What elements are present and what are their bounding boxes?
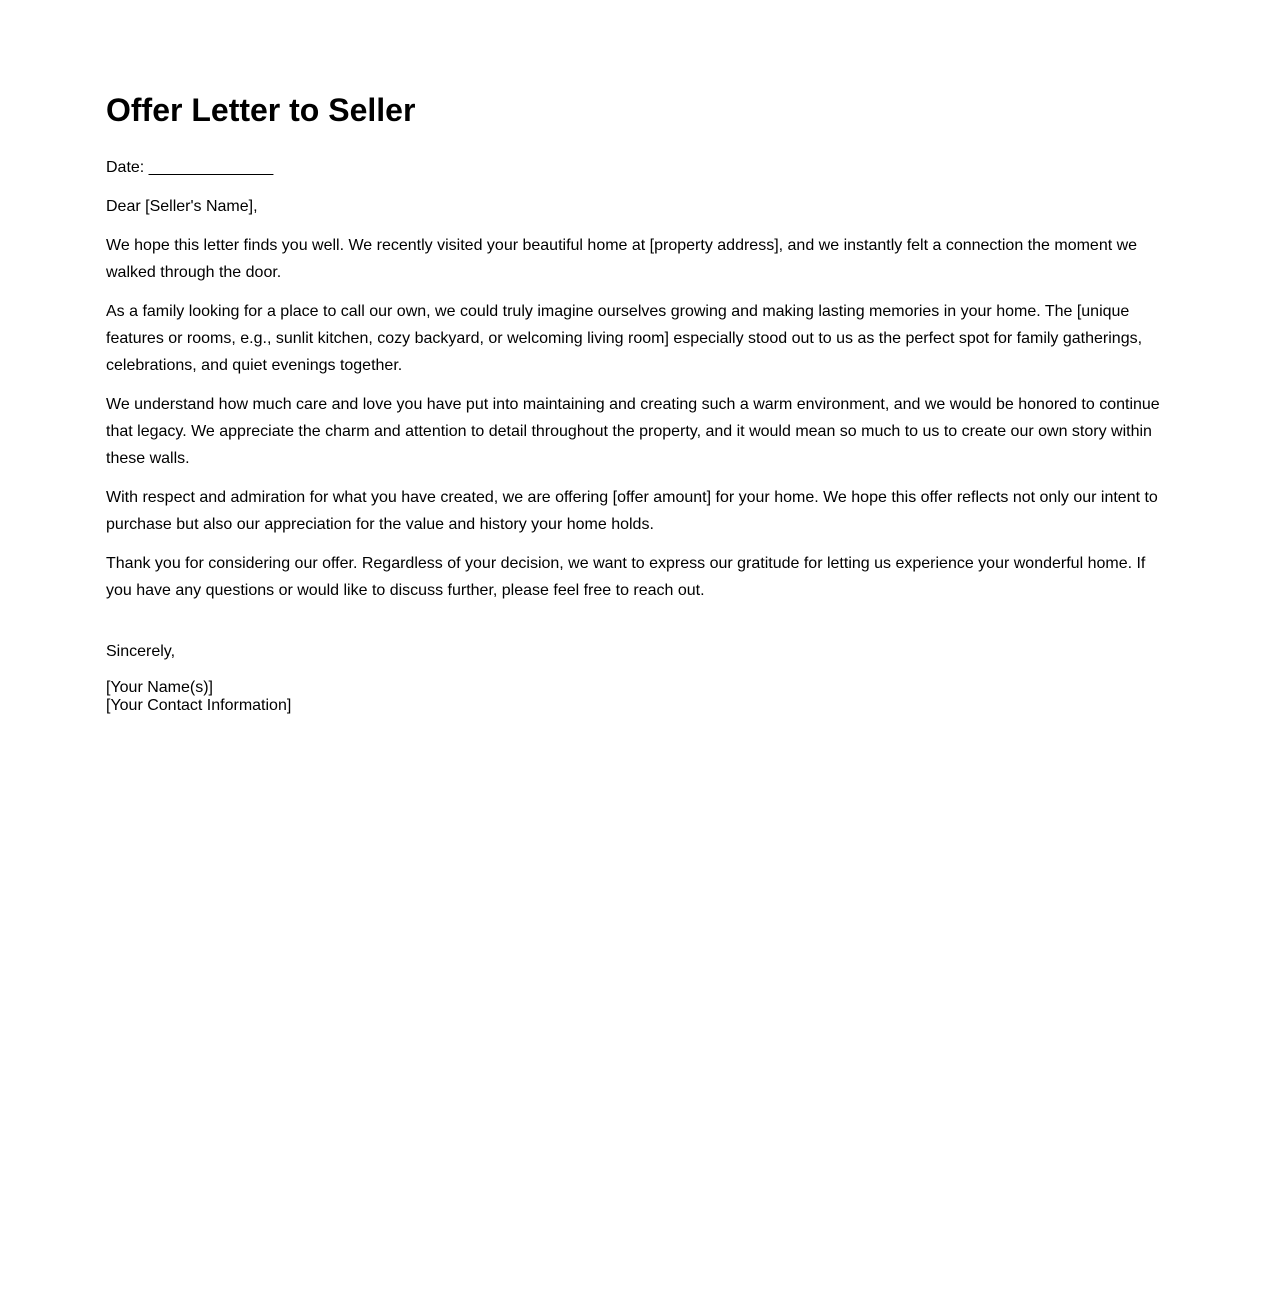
offer-letter [106, 88, 1170, 715]
signature-block [106, 679, 1170, 715]
body-paragraph-2: As a family looking for a place to call our own, we could truly imagine ourselves growing and making lasting memories in your home. The [unique features or rooms, e.g., sunlit kitchen, cozy backyard, or welcoming living room] especially stood out to us as the perfect spot for family gatherings, celebrations, and quiet evenings together. [106, 303, 1143, 374]
body-paragraph-5: Thank you for considering our offer. Regardless of your decision, we want to express our gratitude for letting us experience your wonderful home. If you have any questions or would like to discuss further, please feel free to reach out. [106, 555, 1146, 599]
body-paragraph-4: With respect and admiration for what you have created, we are offering [offer amount] for your home. We hope this offer reflects not only our intent to purchase but also our appreciation for the value and history your home holds. [106, 489, 1158, 533]
letter-title: Offer Letter to Seller [106, 92, 416, 128]
signer-name: [Your Name(s)] [106, 679, 213, 696]
body-paragraph-1: We hope this letter finds you well. We recently visited your beautiful home at [property address], and we instantly felt a connection the moment we walked through the door. [106, 237, 1138, 281]
closing-block [106, 638, 1170, 715]
date-line: Date: ______________ [106, 159, 274, 176]
sign-off: Sincerely, [106, 643, 176, 660]
body-paragraph-3: We understand how much care and love you have put into maintaining and creating such a warm environment, and we would be honored to continue that legacy. We appreciate the charm and attention to detail throughout the property, and it would mean so much to us to create our own story within these walls. [106, 396, 1160, 467]
salutation: Dear [Seller's Name], [106, 198, 258, 215]
signer-contact: [Your Contact Information] [106, 697, 292, 714]
